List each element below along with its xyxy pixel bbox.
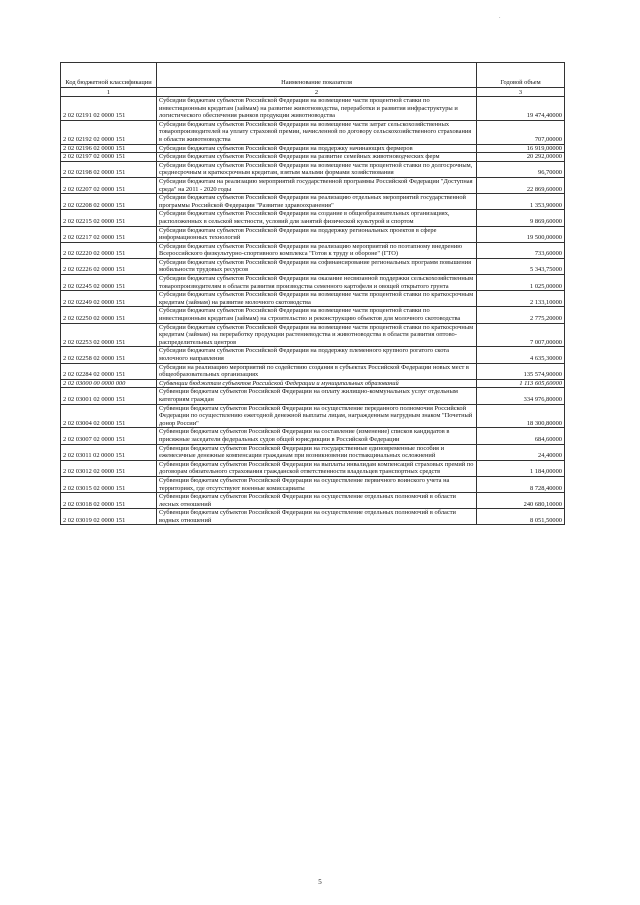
table-row	[61, 379, 565, 388]
row-code: 2 02 02197 02 0000 151	[61, 153, 157, 162]
row-volume: 707,00000	[477, 120, 565, 144]
row-name: Субсидии на реализацию мероприятий по содействию создания в субъектах Российской Федерации новых мест в общеобразовательных организациях	[157, 363, 477, 379]
row-name: Субсидии бюджетам субъектов Российской Федерации на софинансирование региональных программ повышения мобильности трудовых ресурсов	[157, 258, 477, 274]
row-name: Субсидии бюджетам субъектов Российской Федерации на реализацию мероприятий по поэтапному внедрению Всероссийского физкультурно-спортивного комплекса "Готов к труду и обороне" (ГТО)	[157, 242, 477, 258]
row-volume: 684,60000	[477, 428, 565, 444]
table-row	[61, 177, 565, 193]
table-row	[61, 258, 565, 274]
row-code: 2 02 02253 02 0000 151	[61, 323, 157, 347]
table-row	[61, 242, 565, 258]
row-code: 2 02 02220 02 0000 151	[61, 242, 157, 258]
row-name: Субсидии бюджетам субъектов Российской Федерации на развитие семейных животноводческих ферм	[157, 153, 477, 162]
row-volume: 334 976,80000	[477, 388, 565, 404]
table-row	[61, 476, 565, 492]
row-name: Субсидии бюджетам субъектов Российской Федерации на возмещение части процентной ставки по краткосрочным кредитам (займам) на переработку продукции растениеводства и животноводства в области развития оптово-распределительных центров	[157, 323, 477, 347]
row-code: 2 02 02250 02 0000 151	[61, 307, 157, 323]
row-code: 2 02 02249 02 0000 151	[61, 291, 157, 307]
table-row	[61, 144, 565, 153]
row-volume: 20 292,00000	[477, 153, 565, 162]
row-code: 2 02 02284 02 0000 151	[61, 363, 157, 379]
row-code: 2 02 02215 02 0000 151	[61, 210, 157, 226]
page-number: 5	[318, 878, 322, 886]
row-volume: 8 728,40000	[477, 476, 565, 492]
row-volume: 4 635,30000	[477, 347, 565, 363]
row-volume: 1 025,00000	[477, 275, 565, 291]
row-volume: 19 500,00000	[477, 226, 565, 242]
table-row	[61, 120, 565, 144]
row-volume: 7 007,00000	[477, 323, 565, 347]
row-volume: 8 051,50000	[477, 509, 565, 525]
row-volume: 16 919,00000	[477, 144, 565, 153]
table-row	[61, 194, 565, 210]
row-code: 2 02 02245 02 0000 151	[61, 275, 157, 291]
table-row	[61, 460, 565, 476]
header-name: Наименование показателя	[157, 63, 477, 88]
row-volume: 18 300,80000	[477, 404, 565, 428]
row-code: 2 02 02191 02 0000 151	[61, 97, 157, 121]
column-number-2: 2	[157, 88, 477, 97]
table-row	[61, 323, 565, 347]
header-row	[61, 63, 565, 88]
table-row	[61, 444, 565, 460]
table-row	[61, 291, 565, 307]
row-code: 2 02 02196 02 0000 151	[61, 144, 157, 153]
row-code: 2 02 02217 02 0000 151	[61, 226, 157, 242]
table-row	[61, 97, 565, 121]
row-name: Субсидии бюджетам субъектов Российской Федерации на возмещение части процентной ставки по краткосрочным кредитам (займам) на развитие молочного скотоводства	[157, 291, 477, 307]
row-volume: 24,40000	[477, 444, 565, 460]
row-name: Субсидии бюджетам субъектов Российской Федерации на возмещение части процентной ставки по инвестиционным кредитам (займам) на развитие животноводства, переработки и развития инфраструктуры и логистического обеспечения рынков продукции животноводства	[157, 97, 477, 121]
row-volume: 96,70000	[477, 161, 565, 177]
table-row	[61, 363, 565, 379]
table-row	[61, 153, 565, 162]
column-number-3: 3	[477, 88, 565, 97]
row-code: 2 02 03000 00 0000 000	[61, 379, 157, 388]
row-name: Субвенции бюджетам субъектов Российской Федерации на осуществление переданного полномочия Российской Федерации по осуществлению ежегодной денежной выплаты лицам, награжденным нагрудным знаком "Почетный донор России"	[157, 404, 477, 428]
header-volume: Годовой объем	[477, 63, 565, 88]
column-number-row	[61, 88, 565, 97]
row-name: Субсидии бюджетам субъектов Российской Федерации на поддержку начинающих фермеров	[157, 144, 477, 153]
row-volume: 1 113 605,60000	[477, 379, 565, 388]
row-code: 2 02 02226 02 0000 151	[61, 258, 157, 274]
table-row	[61, 275, 565, 291]
row-volume: 22 869,60000	[477, 177, 565, 193]
row-name: Субсидии бюджетам субъектов Российской Федерации на реализацию отдельных мероприятий государственной программы Российской Федерации "Развитие здравоохранения"	[157, 194, 477, 210]
table-row	[61, 493, 565, 509]
row-name: Субсидии бюджетам субъектов Российской Федерации на поддержку региональных проектов в сфере информационных технологий	[157, 226, 477, 242]
row-volume: 9 869,60000	[477, 210, 565, 226]
row-code: 2 02 03004 02 0000 151	[61, 404, 157, 428]
row-name: Субсидии бюджетам субъектов Российской Федерации на оказание несвязанной поддержки сельскохозяйственным товаропроизводителям в области развития производства семенного картофеля и овощей открытого грунта	[157, 275, 477, 291]
table-row	[61, 226, 565, 242]
table-row	[61, 404, 565, 428]
row-code: 2 02 03011 02 0000 151	[61, 444, 157, 460]
row-volume: 1 184,00000	[477, 460, 565, 476]
row-volume: 733,60000	[477, 242, 565, 258]
row-code: 2 02 03012 02 0000 151	[61, 460, 157, 476]
row-name: Субсидии бюджетам субъектов Российской Федерации на поддержку племенного крупного рогатого скота молочного направления	[157, 347, 477, 363]
row-volume: 5 343,75000	[477, 258, 565, 274]
column-number-1: 1	[61, 88, 157, 97]
row-name: Субвенции бюджетам субъектов Российской Федерации на осуществление отдельных полномочий в области водных отношений	[157, 509, 477, 525]
header-code: Код бюджетной классификации	[61, 63, 157, 88]
row-volume: 135 574,90000	[477, 363, 565, 379]
table-row	[61, 307, 565, 323]
table-row	[61, 347, 565, 363]
row-code: 2 02 02198 02 0000 151	[61, 161, 157, 177]
row-code: 2 02 02208 02 0000 151	[61, 194, 157, 210]
row-name: Субсидии бюджетам на реализацию мероприятий государственной программы Российской Федерации "Доступная среда" на 2011 - 2020 годы	[157, 177, 477, 193]
table-row	[61, 509, 565, 525]
row-name: Субсидии бюджетам субъектов Российской Федерации на возмещение части процентной ставки по долгосрочным, среднесрочным и краткосрочным кредитам, взятым малыми формами хозяйствования	[157, 161, 477, 177]
row-code: 2 02 02258 02 0000 151	[61, 347, 157, 363]
row-code: 2 02 03015 02 0000 151	[61, 476, 157, 492]
row-code: 2 02 03018 02 0000 151	[61, 493, 157, 509]
table-row	[61, 388, 565, 404]
budget-table	[60, 62, 565, 525]
row-volume: 2 133,10000	[477, 291, 565, 307]
row-volume: 19 474,40000	[477, 97, 565, 121]
row-volume: 1 353,90000	[477, 194, 565, 210]
row-code: 2 02 03019 02 0000 151	[61, 509, 157, 525]
row-name: Субвенции бюджетам субъектов Российской Федерации на государственные единовременные пособия и ежемесячные денежные компенсации гражданам при возникновении поствакцинальных осложнений	[157, 444, 477, 460]
table-row	[61, 428, 565, 444]
row-volume: 240 680,10000	[477, 493, 565, 509]
row-name: Субвенции бюджетам субъектов Российской Федерации и муниципальных образований	[157, 379, 477, 388]
table-row	[61, 161, 565, 177]
row-name: Субвенции бюджетам субъектов Российской Федерации на выплаты инвалидам компенсаций страховых премий по договорам обязательного страхования гражданской ответственности владельцев транспортных средств	[157, 460, 477, 476]
row-code: 2 02 03007 02 0000 151	[61, 428, 157, 444]
row-name: Субвенции бюджетам субъектов Российской Федерации на оплату жилищно-коммунальных услуг отдельным категориям граждан	[157, 388, 477, 404]
table-row	[61, 210, 565, 226]
row-name: Субсидии бюджетам субъектов Российской Федерации на возмещение части процентной ставки по инвестиционным кредитам (займам) на строительство и реконструкцию объектов для молочного скотоводства	[157, 307, 477, 323]
row-name: Субвенции бюджетам субъектов Российской Федерации на составление (изменение) списков кандидатов в присяжные заседатели федеральных судов общей юрисдикции в Российской Федерации	[157, 428, 477, 444]
row-name: Субвенции бюджетам субъектов Российской Федерации на осуществление отдельных полномочий в области лесных отношений	[157, 493, 477, 509]
row-code: 2 02 02207 02 0000 151	[61, 177, 157, 193]
row-name: Субвенции бюджетам субъектов Российской Федерации на осуществление первичного воинского учета на территориях, где отсутствуют военные комиссариаты	[157, 476, 477, 492]
row-name: Субсидии бюджетам субъектов Российской Федерации на создание в общеобразовательных организациях, расположенных в сельской местности, условий для занятий физической культурой и спортом	[157, 210, 477, 226]
row-code: 2 02 02192 02 0000 151	[61, 120, 157, 144]
row-name: Субсидии бюджетам субъектов Российской Федерации на возмещение части затрат сельскохозяйственных товаропроизводителей на уплату страховой премии, начисленной по договору сельскохозяйственного страхования в области животноводства	[157, 120, 477, 144]
row-code: 2 02 03001 02 0000 151	[61, 388, 157, 404]
scan-mark: .	[499, 14, 501, 20]
row-volume: 2 775,20000	[477, 307, 565, 323]
